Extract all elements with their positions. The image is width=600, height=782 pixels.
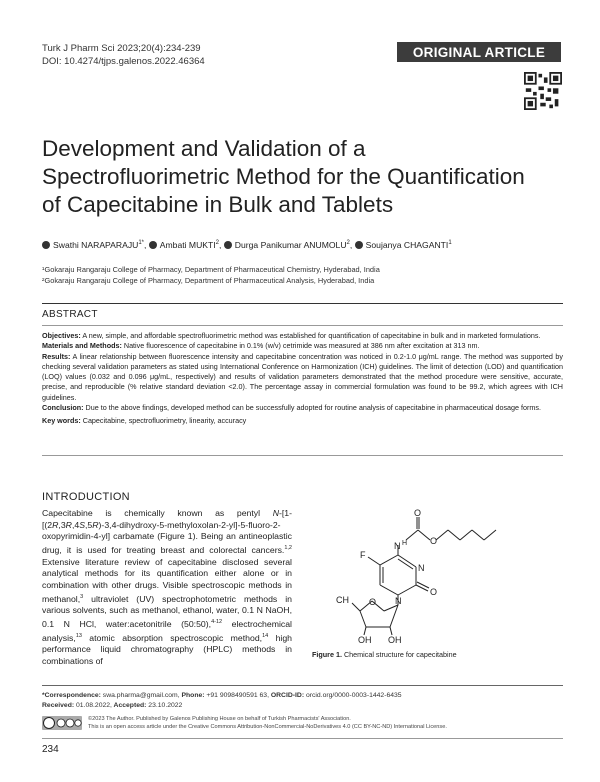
orcid-icon[interactable] [149, 241, 157, 249]
citation-ref[interactable]: 1,2 [284, 545, 292, 552]
abstract-heading: ABSTRACT [42, 309, 98, 320]
abstract-methods: Materials and Methods: Native fluorescence of capecitabine in 0.1% (w/v) cetrimide was measured at 386 nm after excitation at 313 nm. [42, 341, 480, 351]
page-number: 234 [42, 744, 59, 755]
atom-label: N [394, 541, 401, 551]
citation: Turk J Pharm Sci 2023;20(4):234-239 [42, 43, 201, 54]
affiliations [42, 264, 380, 286]
atom-label: OH [358, 635, 372, 645]
abstract-objectives: Objectives: A new, simple, and affordable spectrofluorimetric method was established for quantification of capecitabine in bulk and in marketed formulations. [42, 331, 541, 340]
divider [42, 685, 563, 686]
atom-label: O [414, 508, 422, 518]
journal-info [42, 42, 205, 68]
article-type-badge: ORIGINAL ARTICLE [397, 42, 561, 62]
author-list: Swathi $NARAPARAJU^{1*}$, Ambati MUKTI$^2$, Durga Panikumar ANUMOLU$^2$, Soujanya CHAGANTI$^1$ [42, 240, 452, 250]
cc-license-icon[interactable] [42, 716, 82, 730]
affiliation-1: ¹Gokaraju Rangaraju College of Pharmacy, Department of Pharmaceutical Chemistry, Hyderabad, India [42, 265, 380, 274]
atom-label: CH [336, 595, 349, 605]
license-text [88, 716, 447, 731]
affiliation-2: ²Gokaraju Rangaraju College of Pharmacy, Department of Pharmaceutical Analysis, Hyderabad, India [42, 276, 375, 285]
orcid-icon[interactable] [42, 241, 50, 249]
orcid-icon[interactable] [355, 241, 363, 249]
title-line-1: Development and Validation of a [42, 136, 366, 161]
citation-ref[interactable]: 13 [75, 632, 82, 639]
atom-label: N [395, 596, 402, 606]
abstract-results: Results: A linear relationship between fluorescence intensity and capecitabine concentration was noticed in 0.2-1.0 μg/mL range. The method was supported by checking several validation parameters as stated using International Conference on Harmonization (ICH) guidelines. The limit of detection (LOD) and quantification (LOQ) values (0.032 and 0.096 μg/mL, respectively) and results of validation parameters demonstrated that the method procedure were sensitive, accurate, precise, and reproducible (% relative standard deviation <2.0). The percentage assay in commercial formulation was found to be 99.2, which agrees with ICH guidelines. [42, 351, 563, 402]
qr-code-icon [524, 72, 562, 110]
copyright-line: ©2023 The Author. Published by Galenos Publishing House on behalf of Turkish Pharmacists' Association. [88, 716, 351, 722]
divider [42, 303, 563, 304]
divider [42, 738, 563, 739]
article-title [42, 135, 562, 219]
divider [42, 455, 563, 456]
title-line-3: of Capecitabine in Bulk and Tablets [42, 192, 394, 217]
author[interactable]: Swathi $NARAPARAJU^{1*}$ [42, 240, 144, 250]
abstract-body [42, 331, 563, 427]
abstract-conclusion: Conclusion: Due to the above findings, developed method can be successfully adopted for routine analysis of capecitabine in pharmaceutical dosage forms. [42, 403, 542, 413]
atom-label: O [430, 536, 438, 546]
citation-ref[interactable]: 3 [80, 593, 84, 600]
citation-ref[interactable]: 4-12 [211, 619, 223, 626]
atom-label: OH [388, 635, 402, 645]
author[interactable]: Durga Panikumar ANUMOLU$^2$ [224, 240, 350, 250]
author[interactable]: Ambati MUKTI$^2$ [149, 240, 219, 250]
chemical-structure-figure [318, 505, 548, 645]
atom-label: O [369, 597, 377, 607]
atom-label: F [360, 550, 366, 560]
doi-link[interactable]: DOI: 10.4274/tjps.galenos.2022.46364 [42, 56, 205, 67]
atom-label: O [430, 587, 438, 597]
license-line: This is an open access article under the Creative Commons Attribution-NonCommercial-NoDerivatives 4.0 (CC BY-NC-ND) International License. [88, 723, 447, 730]
atom-label: N [418, 563, 425, 573]
email-link[interactable]: swa.pharma@gmail.com, [100, 692, 180, 699]
introduction-text: Capecitabine is chemically known as pentyl N-[1-[(2R,3R,4S,5R)-3,4-dihydroxy-5-methyloxolan-2-yl]-5-fluoro-2-oxopyrimidin-4-yl] carbamate (Figure 1). Being an antineoplastic drug, it is used for treating breast and colorectal cancers.$^{1,2}$ Extensive literature review of capecitabine disclosed several analytical methods for its quantification either alone or in combination with other drugs. Visible spectroscopic methods in methanol,$^3$ ultraviolet (UV) spectrophotometric methods in various solvents, such as methanol, ethanol, water, 0.1 N NaOH, 0.1 N HCl, water:acetonitrile (50:50),$^{4-12}$ electrochemical analysis,$^{13}$ atomic absorption spectroscopic method,$^{14}$ high performance liquid chromatography (HPLC) methods in combinations of [42, 508, 292, 666]
figure-caption: Figure 1. Chemical structure for capecitabine [312, 650, 457, 659]
abstract-keywords: Key words: Capecitabine, spectrofluorimetry, linearity, accuracy [42, 416, 247, 426]
correspondence-info: *Correspondence: swa.pharma@gmail.com, Phone: +91 9098490591 63, ORCID-ID: orcid.org/0000-0003-1442-6435 Received: 01.08.2022, Accepted: 23.10.2022 [42, 692, 402, 709]
orcid-link[interactable]: orcid.org/0000-0003-1442-6435 [304, 692, 402, 699]
section-heading-introduction: INTRODUCTION [42, 491, 130, 503]
atom-label: H [402, 540, 408, 547]
title-line-2: Spectrofluorimetric Method for the Quantification [42, 164, 525, 189]
divider [42, 325, 563, 326]
orcid-icon[interactable] [224, 241, 232, 249]
author[interactable]: Soujanya CHAGANTI$^1$ [355, 240, 452, 250]
citation-ref[interactable]: 14 [262, 632, 269, 639]
